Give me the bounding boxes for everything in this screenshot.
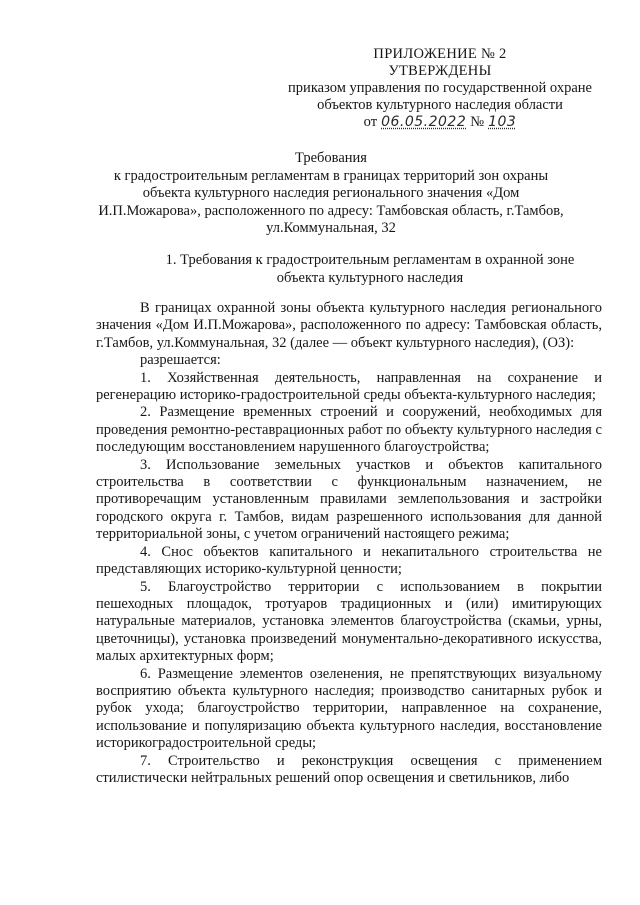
title-line-4: И.П.Можарова», расположенного по адресу: Тамбовская область, г.Тамбов, — [98, 202, 564, 219]
handwritten-number: 103 — [488, 114, 517, 130]
order-line-1: приказом управления по государственной охране — [288, 80, 592, 96]
list-item: 5. Благоустройство территории с использованием в покрытии пешеходных площадок, тротуаров традиционных и (или) имитирующих натуральные материалов, установка элементов благоустройства (скамьи, урны, цветочницы), установка произведений монументально-декоративного искусства, малых архитектурных форм; — [96, 578, 602, 665]
title-line-5: ул.Коммунальная, 32 — [266, 220, 396, 236]
list-item: 2. Размещение временных строений и сооружений, необходимых для проведения ремонтно-реставрационных работ по объекту культурного наследия с последующим восстановлением нарушенного благоустройства; — [96, 404, 602, 456]
number-prefix: № — [470, 114, 485, 130]
section-line-1: 1. Требования к градостроительным регламентам в охранной зоне — [165, 252, 575, 268]
approved-label: УТВЕРЖДЕНЫ — [388, 63, 492, 79]
list-item: 1. Хозяйственная деятельность, направленная на сохранение и регенерацию историко-градостроительной среды объекта-культурного наследия; — [96, 369, 602, 404]
document-title — [88, 150, 574, 238]
handwritten-date: 06.05.2022 — [381, 114, 467, 130]
section-line-2: объекта культурного наследия — [276, 269, 464, 286]
document-body — [96, 300, 602, 787]
order-date-line — [270, 114, 610, 131]
section-heading — [150, 252, 590, 287]
title-line-2: к градостроительным регламентам в границах территорий зон охраны — [113, 167, 549, 184]
list-item: 7. Строительство и реконструкция освещения с применением стилистически нейтральных решений опор освещения и светильников, либо — [96, 752, 602, 786]
title-line-1: Требования — [295, 150, 367, 166]
title-line-3: объекта культурного наследия регионального значения «Дом — [142, 185, 520, 201]
order-line-2: объектов культурного наследия области — [317, 97, 563, 113]
permits-label: разрешается: — [140, 352, 221, 369]
approval-header — [270, 46, 610, 131]
appendix-label: ПРИЛОЖЕНИЕ № 2 — [373, 46, 507, 62]
date-prefix: от — [363, 114, 378, 130]
list-item: 3. Использование земельных участков и объектов капитального строительства в соответствии с функциональным назначением, не противоречащим установленным правилами землепользования и застройки городского округа г. Тамбов, видам разрешенного использования для данной территориальной зоны, с учетом ограничений настоящего режима; — [96, 456, 602, 543]
intro-paragraph: В границах охранной зоны объекта культурного наследия регионального значения «Дом И.П.Можарова», расположенного по адресу: Тамбовская область, г.Тамбов, ул.Коммунальная, 32 (далее — объект культурного наследия), (ОЗ): — [96, 300, 602, 351]
list-item: 4. Снос объектов капитального и некапитального строительства не представляющих историко-культурной ценности; — [96, 543, 602, 578]
list-item: 6. Размещение элементов озеленения, не препятствующих визуальному восприятию объекта культурного наследия; производство санитарных рубок и рубок ухода; благоустройство территории, направленное на сохранение, использование и популяризацию объекта культурного наследия, восстановление историкоградостроительной среды; — [96, 665, 602, 752]
